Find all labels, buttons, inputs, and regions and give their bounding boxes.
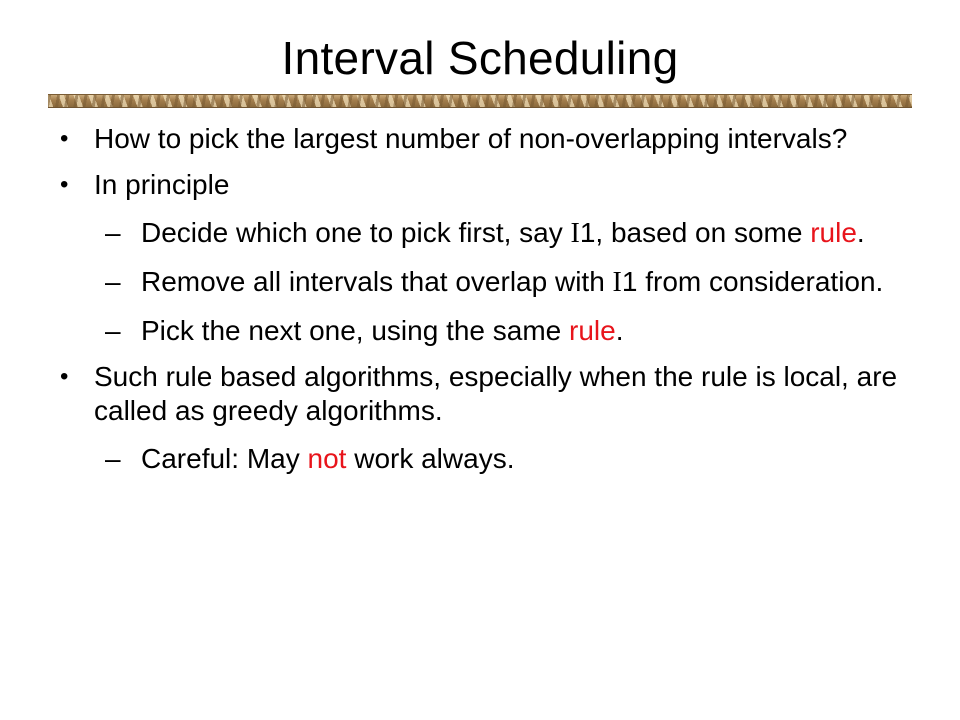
sub-bullet-text: Pick the next one, using the same rule.: [141, 315, 624, 346]
bullet-item: [60, 168, 900, 202]
highlight-rule: rule: [569, 315, 616, 346]
dash-marker: –: [105, 266, 121, 297]
sub-bullet-item: [60, 314, 900, 348]
sub-bullet-text: Careful: May not work always.: [141, 443, 515, 474]
bullet-list: [60, 118, 900, 476]
bullet-item: [60, 360, 900, 428]
bullet-marker: •: [60, 363, 69, 390]
highlight-not: not: [307, 443, 347, 474]
sub-bullet-text: Decide which one to pick first, say I1, based on some rule.: [141, 217, 865, 249]
decorative-divider: [48, 94, 912, 108]
highlight-rule: rule: [810, 217, 857, 248]
interval-symbol: I: [612, 267, 622, 298]
bullet-marker: •: [60, 171, 69, 198]
dash-marker: –: [105, 217, 121, 248]
bullet-text: How to pick the largest number of non-overlapping intervals?: [94, 123, 848, 154]
bullet-item: [60, 122, 900, 156]
dash-marker: –: [105, 443, 121, 474]
bullet-marker: •: [60, 125, 69, 152]
slide-title: Interval Scheduling: [281, 32, 679, 84]
sub-bullet-text: Remove all intervals that overlap with I1 from consideration.: [141, 266, 884, 298]
bullet-text: In principle: [94, 169, 230, 200]
sub-bullet-item: [60, 442, 900, 476]
dash-marker: –: [105, 315, 121, 346]
sub-bullet-item: [60, 216, 900, 251]
bullet-text: Such rule based algorithms, especially when the rule is local, are called as greedy algorithms.: [94, 361, 898, 426]
interval-symbol: I: [570, 218, 580, 249]
sub-bullet-item: [60, 265, 900, 300]
